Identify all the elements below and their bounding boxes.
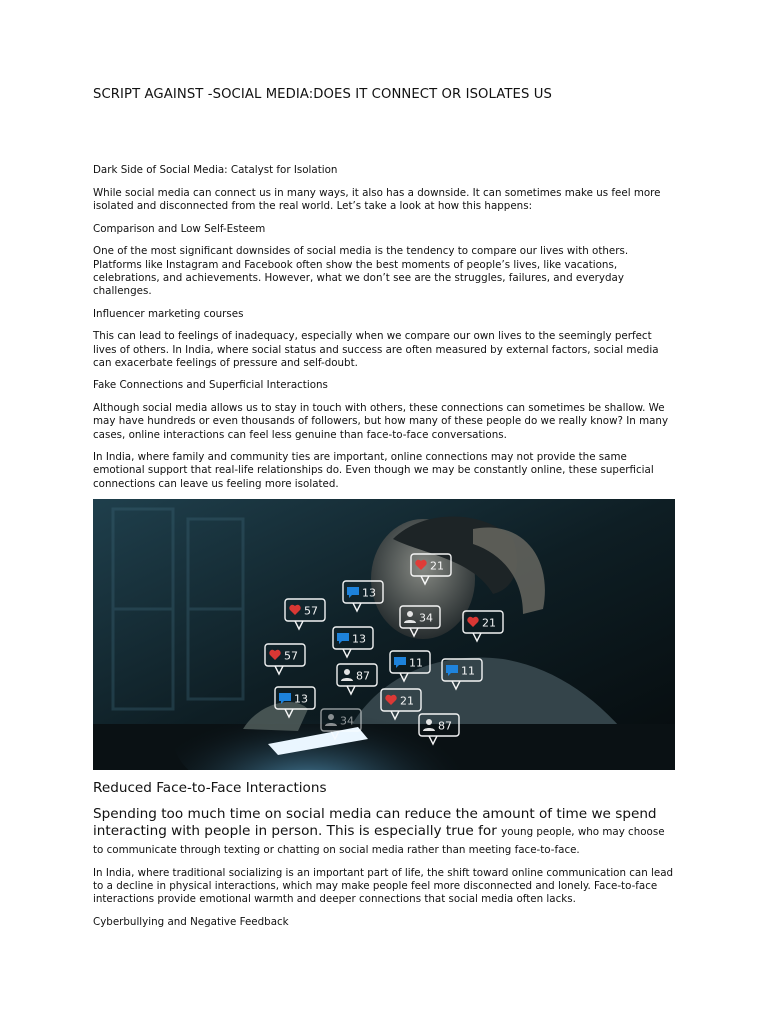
section-heading-isolation: Dark Side of Social Media: Catalyst for Isolation [93, 164, 338, 176]
document-body [93, 164, 677, 500]
notification-count: 87 [438, 719, 452, 733]
notification-count: 21 [400, 694, 414, 708]
notification-count: 13 [294, 692, 308, 706]
paragraph-india-ties: In India, where family and community ties are important, online connections may not provide the same emotional support that real-life relationships do. Even though we may be constantly online, these superficial connections can leave us feeling more isolated. [93, 451, 654, 490]
lead-small-text: young people, who may choose to communicate through texting or chatting on social media rather than meeting face-to-face. [93, 826, 665, 856]
notification-count: 34 [419, 611, 433, 625]
notification-count: 21 [482, 616, 496, 630]
notification-count: 57 [304, 604, 318, 618]
paragraph-lead [93, 805, 677, 858]
paragraph-shallow: Although social media allows us to stay in touch with others, these connections can sometimes be shallow. We may have hundreds or even thousands of followers, but how many of these people do we really know? In many cases, online interactions can feel less genuine than face-to-face conversations. [93, 402, 669, 441]
document-title: SCRIPT AGAINST -SOCIAL MEDIA:DOES IT CONNECT OR ISOLATES US [93, 87, 552, 102]
paragraph-traditional-socializing: In India, where traditional socializing is an important part of life, the shift toward online communication can lead to a decline in physical interactions, which may make people feel more disconnected and lonely. Face-to-face interactions provide emotional warmth and deeper connections that social media often lacks. [93, 867, 674, 906]
notification-count: 34 [340, 714, 354, 728]
notification-count: 21 [430, 559, 444, 573]
notification-count: 57 [284, 649, 298, 663]
notification-count: 13 [352, 632, 366, 646]
notification-count: 87 [356, 669, 370, 683]
section-heading-comparison: Comparison and Low Self-Esteem [93, 222, 266, 235]
section-heading-face-to-face: Reduced Face-to-Face Interactions [93, 780, 327, 796]
notification-count: 11 [409, 656, 423, 670]
section-heading-fake-connections: Fake Connections and Superficial Interactions [93, 379, 328, 392]
paragraph-intro: While social media can connect us in many ways, it also has a downside. It can sometimes make us feel more isolated and disconnected from the real world. Let’s take a look at how this happens: [93, 186, 661, 212]
notification-count: 13 [362, 586, 376, 600]
section-face-to-face [93, 779, 677, 939]
lead-large-text: Spending too much time on social media can reduce the amount of time we spend interacting with people in person. This is especially true for [93, 806, 657, 839]
paragraph-inadequacy: This can lead to feelings of inadequacy, especially when we compare our own lives to the seemingly perfect lives of others. In India, where social status and success are often measured by external factors, social media can exacerbate feelings of pressure and self-doubt. [93, 330, 659, 369]
paragraph-comparison: One of the most significant downsides of social media is the tendency to compare our lives with others. Platforms like Instagram and Facebook often show the best moments of people’s lives, like vacations, celebrations, and achievements. However, what we don’t see are the struggles, failures, and everyday challenges. [93, 245, 629, 297]
notification-count: 11 [461, 664, 475, 678]
section-heading-cyberbullying: Cyberbullying and Negative Feedback [93, 916, 289, 929]
social-media-illustration [93, 499, 675, 770]
link-influencer-courses[interactable]: Influencer marketing courses [93, 307, 244, 320]
